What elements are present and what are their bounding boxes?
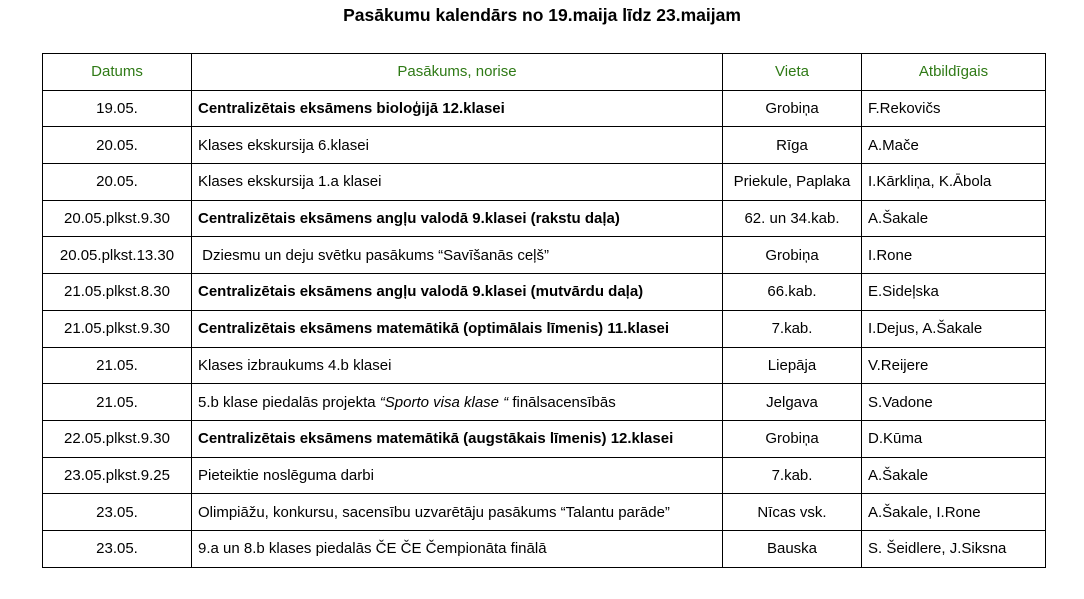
date-cell: 19.05. [43, 90, 192, 127]
event-text: finālsacensībās [508, 393, 616, 411]
event-cell: Centralizētais eksāmens bioloģijā 12.klasei [192, 90, 723, 127]
date-cell: 23.05. [43, 494, 192, 531]
header-place: Vieta [723, 54, 862, 91]
date-cell: 20.05. [43, 127, 192, 164]
table-row [43, 90, 1046, 127]
calendar-table [42, 53, 1046, 568]
date-cell: 21.05.plkst.8.30 [43, 274, 192, 311]
event-cell: Centralizētais eksāmens angļu valodā 9.klasei (rakstu daļa) [192, 200, 723, 237]
place-cell: Liepāja [723, 347, 862, 384]
table-row [43, 457, 1046, 494]
project-name: “Sporto visa klase “ [379, 393, 509, 411]
date-cell: 20.05.plkst.13.30 [43, 237, 192, 274]
place-cell: 7.kab. [723, 457, 862, 494]
table-row [43, 164, 1046, 201]
table-row [43, 420, 1046, 457]
table-row [43, 310, 1046, 347]
date-cell: 23.05. [43, 530, 192, 567]
header-row [43, 54, 1046, 91]
table-row [43, 237, 1046, 274]
responsible-cell: V.Reijere [862, 347, 1046, 384]
place-cell: Grobiņa [723, 90, 862, 127]
date-cell: 21.05.plkst.9.30 [43, 310, 192, 347]
responsible-cell: F.Rekovičs [862, 90, 1046, 127]
event-cell: Centralizētais eksāmens angļu valodā 9.klasei (mutvārdu daļa) [192, 274, 723, 311]
event-cell: Dziesmu un deju svētku pasākums “Savīšanās ceļš” [192, 237, 723, 274]
date-cell: 21.05. [43, 347, 192, 384]
table-row [43, 347, 1046, 384]
place-cell: 7.kab. [723, 310, 862, 347]
event-cell: Klases ekskursija 6.klasei [192, 127, 723, 164]
responsible-cell: I.Dejus, A.Šakale [862, 310, 1046, 347]
date-cell: 23.05.plkst.9.25 [43, 457, 192, 494]
header-event: Pasākums, norise [192, 54, 723, 91]
event-cell: Pieteiktie noslēguma darbi [192, 457, 723, 494]
event-cell: Centralizētais eksāmens matemātikā (augstākais līmenis) 12.klasei [192, 420, 723, 457]
responsible-cell: A.Šakale [862, 200, 1046, 237]
responsible-cell: S. Šeidlere, J.Siksna [862, 530, 1046, 567]
table-row [43, 494, 1046, 531]
responsible-cell: E.Sideļska [862, 274, 1046, 311]
event-cell: Klases ekskursija 1.a klasei [192, 164, 723, 201]
date-cell: 21.05. [43, 384, 192, 421]
header-date: Datums [43, 54, 192, 91]
place-cell: 66.kab. [723, 274, 862, 311]
table-row [43, 127, 1046, 164]
place-cell: Bauska [723, 530, 862, 567]
page-title: Pasākumu kalendārs no 19.maija līdz 23.maijam [343, 5, 741, 25]
place-cell: 62. un 34.kab. [723, 200, 862, 237]
responsible-cell: A.Šakale, I.Rone [862, 494, 1046, 531]
responsible-cell: I.Kārkliņa, K.Ābola [862, 164, 1046, 201]
responsible-cell: S.Vadone [862, 384, 1046, 421]
place-cell: Grobiņa [723, 420, 862, 457]
header-responsible: Atbildīgais [862, 54, 1046, 91]
place-cell: Nīcas vsk. [723, 494, 862, 531]
place-cell: Priekule, Paplaka [723, 164, 862, 201]
responsible-cell: D.Kūma [862, 420, 1046, 457]
table-row [43, 274, 1046, 311]
date-cell: 20.05. [43, 164, 192, 201]
event-cell [192, 384, 723, 421]
date-cell: 20.05.plkst.9.30 [43, 200, 192, 237]
responsible-cell: A.Šakale [862, 457, 1046, 494]
place-cell: Grobiņa [723, 237, 862, 274]
date-cell: 22.05.plkst.9.30 [43, 420, 192, 457]
event-cell: 9.a un 8.b klases piedalās ČE ČE Čempionāta finālā [192, 530, 723, 567]
responsible-cell: A.Mače [862, 127, 1046, 164]
table-row [43, 384, 1046, 421]
place-cell: Jelgava [723, 384, 862, 421]
event-cell: Olimpiāžu, konkursu, sacensību uzvarētāju pasākums “Talantu parāde” [192, 494, 723, 531]
place-cell: Rīga [723, 127, 862, 164]
table-row [43, 530, 1046, 567]
responsible-cell: I.Rone [862, 237, 1046, 274]
table-row [43, 200, 1046, 237]
event-text: 5.b klase piedalās projekta [198, 393, 380, 411]
event-cell: Klases izbraukums 4.b klasei [192, 347, 723, 384]
event-cell: Centralizētais eksāmens matemātikā (optimālais līmenis) 11.klasei [192, 310, 723, 347]
